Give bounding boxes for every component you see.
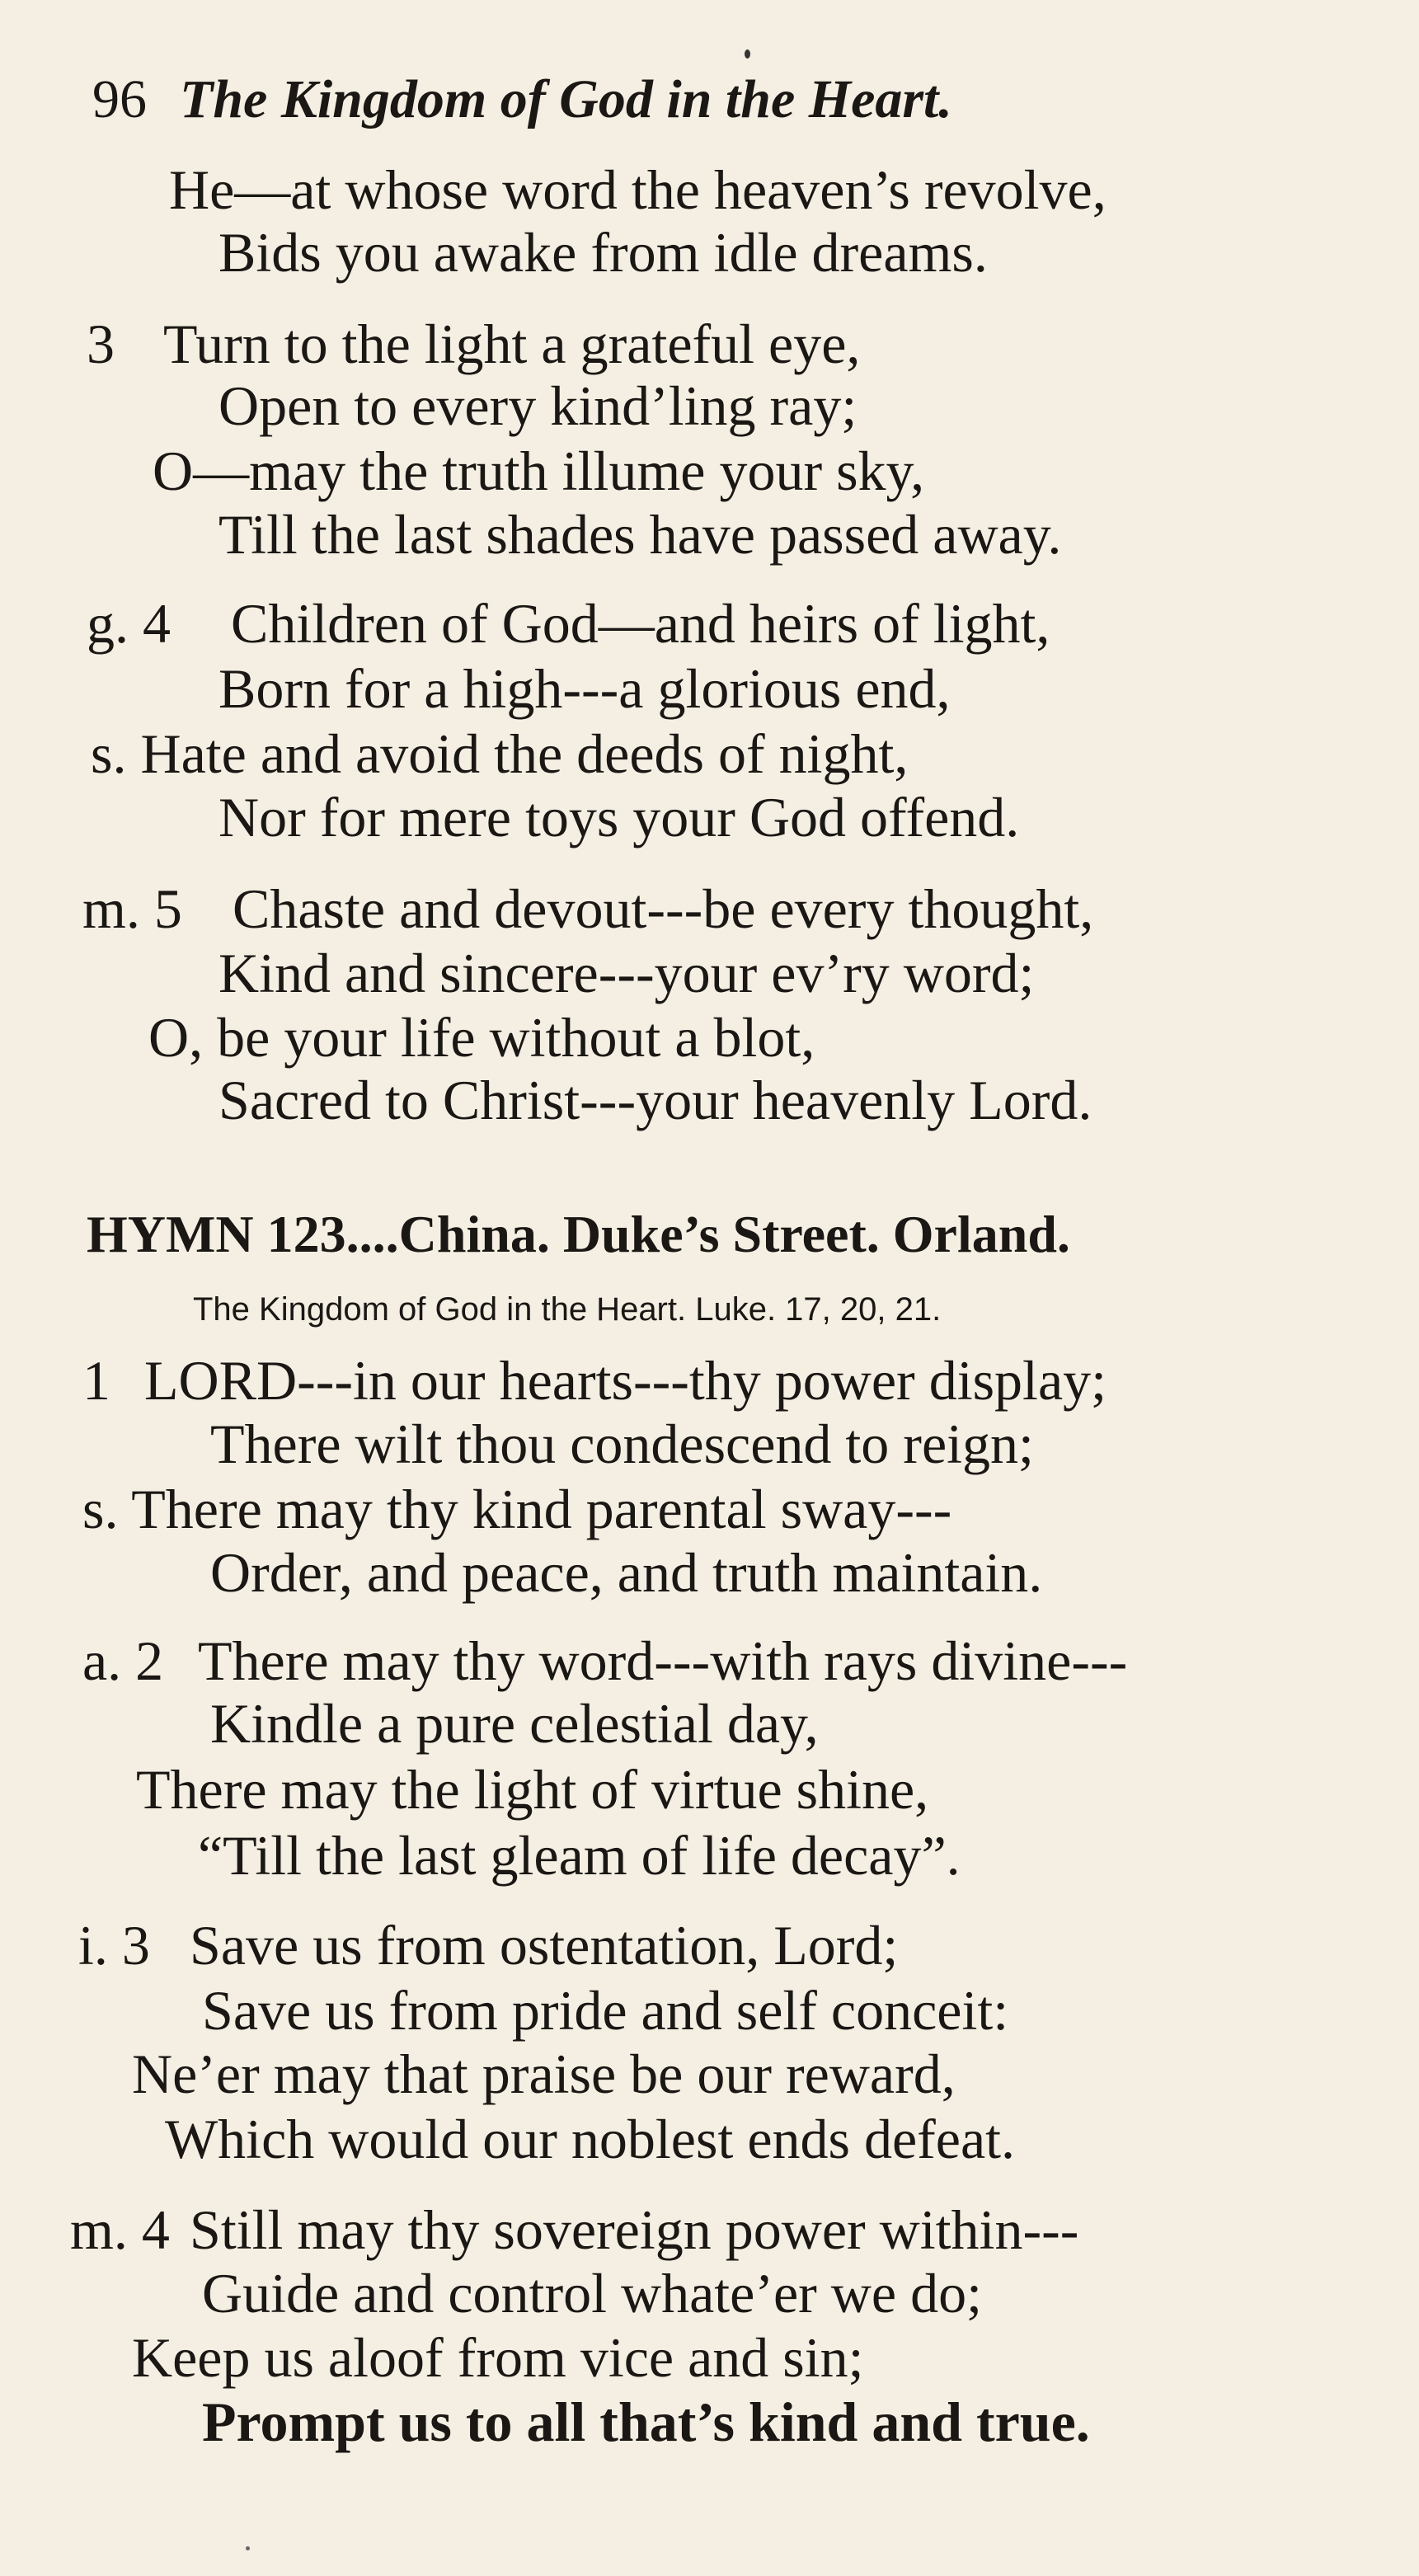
verse-line: Which would our noblest ends defeat. — [165, 2108, 1016, 2170]
verse-line: Save us from pride and self conceit: — [202, 1979, 1009, 2042]
verse-line: LORD---in our hearts---thy power display; — [144, 1349, 1107, 1412]
hymn-heading: HYMN 123....China. Duke’s Street. Orland. — [87, 1205, 1070, 1263]
verse-line: Order, and peace, and truth maintain. — [210, 1541, 1043, 1604]
verse-line: s. There may thy kind parental sway--- — [82, 1478, 952, 1540]
ink-mark — [745, 49, 750, 59]
verse-line: O—may the truth illume your sky, — [153, 440, 925, 502]
verse-line: Bids you awake from idle dreams. — [218, 221, 988, 284]
verse-line: Prompt us to all that’s kind and true. — [202, 2390, 1090, 2453]
verse-line: Born for a high---a glorious end, — [218, 657, 951, 720]
verse-number: 3 — [87, 313, 115, 375]
verse-line: Kind and sincere---your ev’ry word; — [218, 942, 1035, 1004]
verse-line: “Till the last gleam of life decay”. — [198, 1824, 961, 1887]
verse-line: s. Hate and avoid the deeds of night, — [91, 722, 909, 785]
verse-line: Children of God—and heirs of light, — [231, 592, 1050, 655]
page-number: 96 — [92, 69, 147, 129]
verse-line: Still may thy sovereign power within--- — [190, 2198, 1079, 2261]
verse-line: There wilt thou condescend to reign; — [210, 1413, 1034, 1475]
verse-marker: a. 2 — [82, 1629, 164, 1692]
running-title: The Kingdom of God in the Heart. — [180, 69, 952, 129]
verse-line: Kindle a pure celestial day, — [210, 1692, 819, 1755]
verse-line: Open to every kind’ling ray; — [218, 374, 858, 437]
verse-line: Keep us aloof from vice and sin; — [132, 2326, 864, 2389]
verse-line: Nor for mere toys your God offend. — [218, 786, 1020, 848]
verse-line: Sacred to Christ---your heavenly Lord. — [218, 1069, 1092, 1131]
verse-line: There may the light of virtue shine, — [136, 1758, 929, 1821]
verse-line: Guide and control whate’er we do; — [202, 2262, 982, 2325]
verse-marker: i. 3 — [78, 1914, 150, 1977]
verse-number: 1 — [82, 1349, 110, 1412]
running-header — [92, 69, 952, 129]
verse-marker: m. 4 — [70, 2198, 170, 2261]
verse-line: He—at whose word the heaven’s revolve, — [169, 158, 1107, 221]
verse-line: O, be your life without a blot, — [148, 1006, 815, 1069]
verse-line: Save us from ostentation, Lord; — [190, 1914, 899, 1977]
verse-line: Turn to the light a grateful eye, — [163, 313, 861, 375]
hymn-subtitle: The Kingdom of God in the Heart. Luke. 17, 20, 21. — [193, 1291, 942, 1328]
verse-marker: g. 4 — [87, 592, 171, 655]
verse-marker: m. 5 — [82, 877, 182, 940]
verse-line: Till the last shades have passed away. — [218, 503, 1062, 566]
ink-speck — [246, 2546, 250, 2550]
verse-line: There may thy word---with rays divine--- — [198, 1629, 1128, 1692]
verse-line: Chaste and devout---be every thought, — [233, 877, 1094, 940]
verse-line: Ne’er may that praise be our reward, — [132, 2042, 956, 2105]
